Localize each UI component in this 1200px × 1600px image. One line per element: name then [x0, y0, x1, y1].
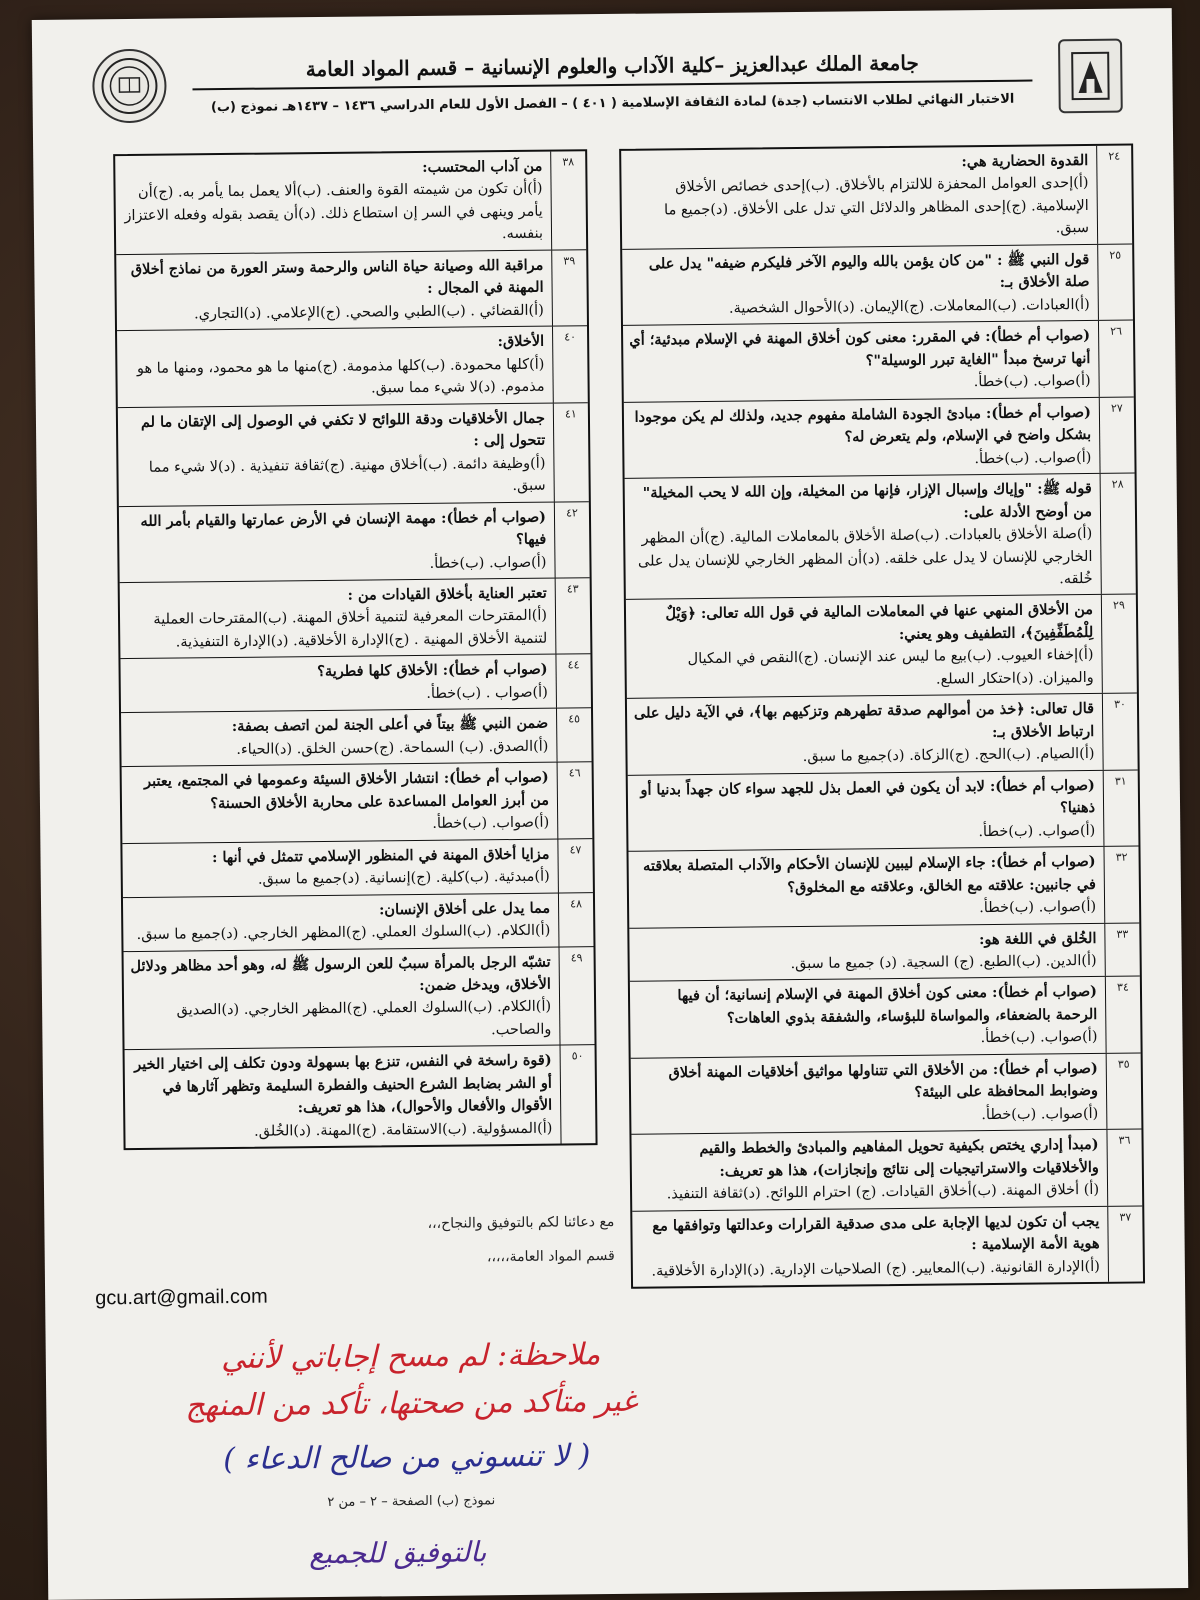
question-row — [623, 321, 1134, 403]
question-row — [629, 923, 1140, 982]
exam-header — [92, 39, 1123, 130]
question-row — [624, 397, 1135, 479]
question-row — [120, 655, 591, 714]
question-number: ٢٦ — [1098, 321, 1134, 397]
question-options: (أ)المقترحات المعرفية لتنمية أخلاق المهنة. (ب)المقترحات العملية لتنمية الأخلاق المهنية . (ج)الإدارة الأخلاقية. (د)الإدارة التنفيذية. — [153, 608, 548, 651]
question-options: (أ)الصيام. (ب)الحج. (ج)الزكاة. (د)جميع ما سبق. — [802, 746, 1095, 766]
question-body — [621, 146, 1097, 249]
question-body — [626, 595, 1102, 698]
question-stem: قوله ﷺ: "وإياك وإسبال الإزار، فإنها من المخيلة، وإن الله لا يحب المخيلة" من أوضح الأدلة على: — [642, 480, 1093, 521]
question-row — [625, 474, 1136, 601]
question-stem: يجب أن تكون لديها الإجابة على مدى صدقية القرارات وعدالتها وتوافقها مع هوية الأمة الإسلامية : — [652, 1212, 1100, 1254]
handwritten-line-2: غير متأكد من صحتها، تأكد من المنهج — [185, 1383, 638, 1423]
question-options: (أ)صواب. (ب)خطأ. — [981, 1105, 1099, 1123]
question-options: (أ)الكلام. (ب)السلوك العملي. (ج)المظهر الخارجي. (د)الصديق والصاحب. — [176, 999, 552, 1039]
question-number: ٣٢ — [1103, 847, 1139, 923]
question-body — [631, 1130, 1107, 1210]
question-number: ٤٤ — [555, 655, 591, 708]
question-options: (أ)صواب. (ب)خطأ. — [979, 898, 1097, 917]
question-number: ٣٧ — [1107, 1206, 1143, 1282]
question-number: ٢٧ — [1099, 397, 1135, 473]
question-row — [118, 403, 589, 507]
question-row — [122, 839, 593, 898]
question-row — [120, 578, 591, 659]
university-title: جامعة الملك عبدالعزيز –كلية الآداب والعلوم الإنسانية – قسم المواد العامة — [192, 50, 1032, 91]
question-row — [630, 977, 1141, 1059]
page-number: نموذج (ب) الصفحة – ٢ – من ٢ — [327, 1493, 496, 1510]
question-body — [625, 474, 1101, 599]
question-row — [119, 502, 590, 583]
questions-column-left — [113, 149, 597, 1150]
question-number: ٤٦ — [557, 762, 593, 838]
question-body — [123, 893, 559, 950]
question-options: (أ)كلها محمودة. (ب)كلها مذمومة. (ج)منها ما هو محمود، ومنها ما هو مذموم. (د)لا شيء مما سبق. — [136, 356, 545, 397]
question-stem: (صواب أم خطأ): مبادئ الجودة الشاملة مفهوم جديد، ولذلك لم يكن موجودا بشكل واضح في الإسلام، ولم يتعرض له؟ — [634, 403, 1092, 446]
question-options: (أ)وظيفة دائمة. (ب)أخلاق مهنية. (ج)ثقافة تنفيذية . (د)لا شيء مما سبق. — [148, 455, 546, 495]
question-stem: (مبدأ إداري يختص بكيفية تحويل المفاهيم والمبادئ والخطط والقيم والأخلاقيات والاستراتيجيات إلى نتائج وإنجازات)، هذا هو تعريف: — [699, 1136, 1099, 1180]
question-stem: قول النبي ﷺ : "من كان يؤمن بالله واليوم الآخر فليكرم ضيفه" يدل على صلة الأخلاق بـ: — [648, 250, 1090, 292]
question-body — [627, 694, 1103, 774]
question-number: ٣٠ — [1102, 694, 1138, 770]
question-row — [125, 1046, 596, 1149]
question-body — [622, 245, 1098, 325]
question-options: (أ)صواب. (ب)خطأ. — [980, 1029, 1098, 1047]
question-body — [115, 152, 551, 254]
question-body — [122, 763, 558, 843]
question-stem: مما يدل على أخلاق الإنسان: — [378, 899, 551, 919]
question-number: ٣٩ — [551, 250, 587, 326]
closing-block — [94, 1214, 615, 1310]
question-options: (أ)صواب. (ب)خطأ. — [429, 554, 547, 572]
question-number: ٤٩ — [558, 947, 594, 1045]
question-number: ٣٨ — [550, 151, 586, 249]
question-number: ٣٣ — [1104, 923, 1140, 976]
question-body — [631, 1054, 1107, 1134]
question-number: ٣٥ — [1106, 1053, 1142, 1129]
question-options: (أ)مبدئية. (ب)كلية. (ج)إنسانية. (د)جميع ما سبق. — [257, 868, 550, 888]
question-options: (أ)القضائي . (ب)الطبي والصحي. (ج)الإعلامي. (د)التجاري. — [193, 302, 544, 323]
question-options: (أ)الدين. (ب)الطبع. (ج) السجية. (د) جميع ما سبق. — [790, 952, 1097, 973]
question-stem: (صواب أم خطأ): من الأخلاق التي تتناولها مواثيق أخلاقيات المهنة أخلاق وضوابط المحافظة على البيئة؟ — [668, 1059, 1099, 1102]
question-options: (أ)صواب. (ب)خطأ. — [973, 373, 1091, 391]
question-stem: جمال الأخلاقيات ودقة اللوائح لا تكفي في الوصول إلى الإتقان ما لم تتحول إلى : — [140, 409, 546, 450]
question-stem: تعتبر العناية بأخلاق القيادات من : — [347, 584, 547, 604]
handwritten-note-purple: بالتوفيق للجميع — [309, 1535, 487, 1571]
question-options: (أ)صواب. (ب)خطأ. — [978, 822, 1096, 840]
question-row — [116, 250, 587, 331]
question-body — [624, 398, 1100, 478]
question-row — [122, 762, 593, 843]
question-body — [623, 321, 1099, 401]
handwritten-note-blue: ( لا تنسوني من صالح الدعاء ) — [223, 1438, 591, 1478]
question-options: (أ)الإدارة القانونية. (ب)المعايير. (ج) الصلاحيات الإدارية. (د)الإدارة الأخلاقية. — [651, 1258, 1100, 1280]
question-number: ٥٠ — [560, 1046, 596, 1144]
question-stem: (صواب أم خطأ): معنى كون أخلاق المهنة في الإسلام إنسانية؛ أن فيها الرحمة بالضعفاء، والمواساة للبؤساء، والشفقة بذوي العاهات؟ — [677, 983, 1098, 1027]
question-options: (أ)صلة الأخلاق بالعبادات. (ب)صلة الأخلاق بالمعاملات المالية. (ج)أن المظهر الخارجي للإنسان لا يدل على خلقه. (د)أن المظهر الخارجي للإنسان يدل على خُلقه. — [637, 525, 1093, 588]
question-number: ٣٤ — [1105, 977, 1141, 1053]
university-logo-icon — [1058, 39, 1123, 114]
question-row — [115, 151, 586, 255]
question-row — [626, 595, 1137, 699]
question-options: (أ)صواب . (ب)خطأ. — [426, 684, 548, 702]
question-row — [123, 893, 594, 952]
question-options: (أ)المسؤولية. (ب)الاستقامة. (ج)المهنة. (د)الخُلق. — [253, 1120, 553, 1140]
question-body — [629, 923, 1105, 981]
question-stem: (صواب أم خطأ): الأخلاق كلها فطرية؟ — [317, 661, 548, 681]
question-body — [118, 403, 554, 505]
handwritten-line-1: ملاحظة: لم مسح إجاباتي لأنني — [221, 1337, 601, 1377]
question-number: ٤٧ — [557, 839, 593, 892]
question-row — [627, 694, 1138, 776]
question-number: ٣١ — [1103, 770, 1139, 846]
question-stem: من الأخلاق المنهي عنها في المعاملات المالية في قول الله تعالى: ﴿وَيْلٌ لِلْمُطَفِّفِينَ﴾، التطفيف وهو يعني: — [665, 601, 1094, 643]
question-stem: (صواب أم خطأ): لابد أن يكون في العمل بذل للجهد سواء كان جهداً بدنيا أو ذهنيا؟ — [640, 776, 1096, 817]
question-row — [628, 770, 1139, 852]
question-number: ٢٩ — [1101, 595, 1137, 693]
questions-column-right — [619, 143, 1145, 1288]
question-stem: (صواب أم خطأ): انتشار الأخلاق السيئة وعمومها في المجتمع، يعتبر من أبرز العوامل المساعدة على محاربة الأخلاق الحسنة؟ — [143, 768, 550, 812]
question-options: (أ)صواب. (ب)خطأ. — [432, 814, 550, 833]
exam-paper — [32, 8, 1188, 1600]
question-body — [122, 839, 558, 896]
question-options: (أ)صواب. (ب)خطأ. — [974, 449, 1092, 467]
question-stem: القدوة الحضارية هي: — [961, 151, 1089, 171]
question-options: (أ) أخلاق المهنة. (ب)أخلاق القيادات. (ج) احترام اللوائح. (د)ثقافة التنفيذ. — [666, 1182, 1100, 1203]
handwritten-note-red — [86, 1331, 737, 1431]
question-row — [621, 146, 1132, 250]
question-body — [629, 847, 1105, 927]
question-stem: (صواب أم خطأ): مهمة الإنسان في الأرض عمارتها والقيام بأمر الله فيها؟ — [140, 508, 547, 548]
closing-text: مع دعائنا لكم بالتوفيق والنجاح،،، — [427, 1213, 615, 1232]
question-number: ٤٢ — [554, 502, 590, 578]
question-row — [121, 709, 592, 768]
question-number: ٤٠ — [552, 326, 588, 402]
question-stem: تشبّه الرجل بالمرأة سببٌ للعن الرسول ﷺ له، وهو أحد مظاهر ودلائل الأخلاق، ويدخل ضمن: — [130, 953, 551, 995]
question-options: (أ)إحدى العوامل المحفزة للالتزام بالأخلاق. (ب)إحدى خصائص الأخلاق الإسلامية. (ج)إحدى المظاهر والدلائل التي تدل على الأخلاق. (د)جميع ما سبق. — [664, 175, 1090, 237]
question-stem: (صواب أم خطأ): في المقرر: معنى كون أخلاق المهنة في الإسلام مبدئية؛ أي أنها ترسخ مبدأ "الغاية تبرر الوسيلة"؟ — [629, 327, 1091, 370]
contact-email: gcu.art@gmail.com — [95, 1285, 268, 1310]
question-options: (أ)الكلام. (ب)السلوك العملي. (ج)المظهر الخارجي. (د)جميع ما سبق. — [136, 922, 551, 944]
question-row — [632, 1206, 1143, 1287]
question-stem: (صواب أم خطأ): جاء الإسلام ليبين للإنسان الأحكام والآداب المتصلة بعلاقته في جانبين: علاقته مع الخالق، وعلاقته مع المخلوق؟ — [643, 853, 1096, 896]
question-body — [628, 771, 1104, 851]
question-stem: مراقبة الله وصيانة حياة الناس والرحمة وستر العورة من نماذج أخلاق المهنة في المجال : — [130, 256, 544, 298]
question-number: ٤١ — [553, 403, 589, 501]
question-number: ٤٨ — [558, 893, 594, 946]
question-body — [630, 977, 1106, 1057]
question-row — [622, 244, 1133, 326]
question-row — [631, 1053, 1142, 1135]
question-number: ٢٨ — [1100, 474, 1136, 595]
question-body — [120, 579, 556, 659]
question-body — [119, 502, 555, 582]
question-options: (أ)الصدق. (ب) السماحة. (ج)حسن الخلق. (د)الحياء. — [236, 738, 549, 758]
question-options: (أ)العبادات. (ب)المعاملات. (ج)الإيمان. (د)الأحوال الشخصية. — [728, 296, 1090, 317]
question-number: ٢٤ — [1096, 146, 1132, 244]
question-number: ٤٥ — [556, 709, 592, 762]
question-stem: ضمن النبي ﷺ بيتاً في أعلى الجنة لمن اتصف بصفة: — [231, 714, 549, 736]
question-number: ٢٥ — [1097, 244, 1133, 320]
question-stem: مزايا أخلاق المهنة في المنظور الإسلامي تتمثل في أنها : — [211, 845, 550, 866]
question-body — [632, 1207, 1108, 1287]
exam-title: الاختبار النهائي لطلاب الانتساب (جدة) لمادة الثقافة الإسلامية ( ٤٠١ ) – الفصل الأول للعام الدراسي ١٤٣٦ – ١٤٣٧هـ نموذج (ب) — [210, 91, 1015, 116]
question-row — [124, 947, 595, 1051]
question-stem: (قوة راسخة في النفس، تنزع بها بسهولة ودون تكلف إلى اختيار الخير أو الشر بضابط الشرع الحنيف والفطرة السليمة وتظهر آثارها في الأقوال والأفعال والأحوال)، هذا هو تعريف: — [134, 1052, 553, 1117]
question-body — [116, 250, 552, 330]
question-row — [631, 1130, 1142, 1212]
question-stem: قال تعالى: ﴿خذ من أموالهم صدقة تطهرهم وتزكيهم بها﴾، في الآية دليل على ارتباط الأخلاق بـ: — [633, 700, 1095, 741]
question-row — [629, 847, 1140, 929]
question-body — [117, 327, 553, 407]
question-options: (أ)أن تكون من شيمته القوة والعنف. (ب)ألا يعمل بما يأمر به. (ج)أن يأمر وينهى في السر إن استطاع ذلك. (د)أن يقصد بقوله وفعله الاعتزاز بنفسه. — [124, 181, 544, 243]
question-options: (أ)إخفاء العيوب. (ب)بيع ما ليس عند الإنسان. (ج)النقص في المكيال والميزان. (د)احتكار السلع. — [687, 647, 1094, 688]
question-body — [120, 655, 556, 712]
question-stem: الخُلق في اللغة هو: — [978, 929, 1097, 948]
question-stem: من آداب المحتسب: — [422, 157, 543, 176]
question-body — [121, 709, 557, 766]
question-number: ٣٦ — [1106, 1130, 1142, 1206]
department-signature: قسم المواد العامة،،،،، — [486, 1247, 615, 1266]
question-body — [124, 947, 560, 1049]
question-stem: الأخلاق: — [497, 332, 545, 351]
question-number: ٤٣ — [555, 578, 591, 654]
question-body — [125, 1046, 561, 1148]
faculty-seal-icon — [92, 49, 167, 124]
question-row — [117, 326, 588, 407]
